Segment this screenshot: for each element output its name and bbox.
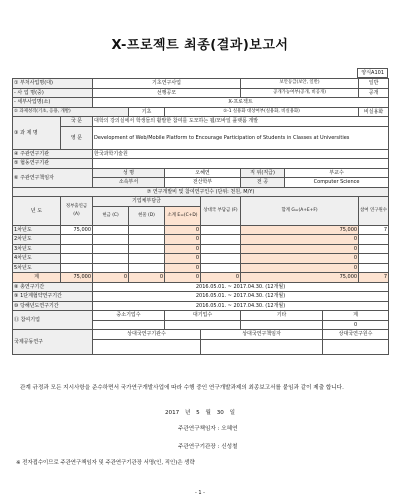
budget-gov [61, 254, 93, 264]
signature-pi: 주관연구책임자 : 오혜연 [178, 426, 238, 432]
participants-large-value [165, 320, 241, 330]
budget-gov: 75,000 [61, 273, 93, 283]
budget-cash [93, 254, 129, 264]
project-kor-value: 대학의 강의실에서 학생들의 활발한 참여를 도모하는 웹/모바일 플랫폼 개발 [93, 117, 389, 127]
budget-cash [93, 263, 129, 273]
row-agency [13, 149, 389, 159]
pi-dept-label: 소속부서 [93, 178, 165, 188]
row-coop-agency [13, 159, 389, 169]
budget-local-header: 상대국 부담금 (F) [201, 197, 241, 226]
participants-other-value [241, 320, 323, 330]
budget-subtotal: 0 [165, 254, 201, 264]
budget-cash-header: 현금 (C) [93, 206, 129, 225]
row-participants-header [13, 311, 389, 321]
project-eng-value: Development of Web/Mobile Platform to Encourage Participation of Students in Classes at Universities [93, 126, 389, 149]
pi-position-value: 부교수 [285, 168, 389, 178]
pi-major-label: 전 공 [241, 178, 285, 188]
pi-name-label: 성 명 [93, 168, 165, 178]
period-value: 2016.05.01. ~ 2017.04.30. (12개월) [93, 292, 389, 302]
agency-value: 한국과학기술원 [93, 149, 389, 159]
security-label: 보안등급(보안, 일반) [241, 79, 359, 89]
budget-year: 5차년도 [13, 263, 61, 273]
budget-kind [129, 225, 165, 235]
budget-row [13, 263, 389, 273]
coop-agency-label: ⑤ 협동연구기관 [13, 159, 93, 169]
budget-local [201, 244, 241, 254]
budget-kind [129, 263, 165, 273]
row-project-name-eng [13, 126, 389, 149]
budget-people: 7 [359, 273, 389, 283]
row-period [13, 282, 389, 292]
budget-kind [129, 244, 165, 254]
budget-local [201, 225, 241, 235]
budget-year: 2차년도 [13, 235, 61, 245]
row-detail-program [13, 98, 389, 108]
project-kor-label: 국 문 [61, 117, 93, 127]
budget-gov: 75,000 [61, 225, 93, 235]
budget-gov [61, 263, 93, 273]
budget-kind [129, 254, 165, 264]
period-label: ⑧ 총연구기간 [13, 282, 93, 292]
budget-gov [61, 235, 93, 245]
budget-year: 계 [13, 273, 61, 283]
budget-local: 0 [201, 273, 241, 283]
budget-people [359, 235, 389, 245]
budget-people-header: 참여 연구원수 [359, 197, 389, 226]
intl-pi-header: 상대국연구책임자 [201, 330, 323, 340]
pi-label: ⑥ 주관연구책임자 [13, 168, 93, 187]
row-budget-header-1 [13, 197, 389, 207]
period-label: ⑨ 1단계협약연구기간 [13, 292, 93, 302]
intl-researchers-header: 상대국연구원수 [323, 330, 389, 340]
security-value: 일반 [359, 79, 389, 89]
budget-subtotal: 0 [165, 263, 201, 273]
participants-label: ⑪ 참여기업 [13, 311, 93, 330]
budget-total: 0 [241, 235, 359, 245]
row-program [13, 79, 389, 89]
project-eng-label: 영 문 [61, 126, 93, 149]
budget-people [359, 244, 389, 254]
budget-row [13, 225, 389, 235]
budget-kind: 0 [129, 273, 165, 283]
intl-pi-value [201, 339, 323, 354]
coop-agency-value [93, 159, 389, 169]
sub-program-label: - 사 업 명(중) [13, 88, 93, 98]
budget-section-label: ⑦ 연구개발비 및 참여연구인수 (단위: 천원, M/Y) [13, 187, 389, 197]
row-project-name-kor [13, 117, 389, 127]
budget-kind [129, 235, 165, 245]
budget-total: 0 [241, 254, 359, 264]
document-title: X-프로젝트 최종(결과)보고서 [111, 38, 289, 53]
row-budget-section [13, 187, 389, 197]
budget-total-header: 합계 G=(A+E+F) [241, 197, 359, 226]
practical-label: ②-1 실용화 대상여부(실용화, 비실용화) [165, 107, 359, 117]
budget-year: 4차년도 [13, 254, 61, 264]
submission-statement: 관계 규정과 모든 지시사항을 준수하면서 국가연구개발사업에 따라 수행 중인 연구개발과제의 최종보고서를 붙임과 같이 제출 합니다. [20, 385, 344, 391]
budget-cash [93, 244, 129, 254]
budget-row-total [13, 273, 389, 283]
period-value: 2016.05.01. ~ 2017.04.30. (12개월) [93, 301, 389, 311]
pi-dept-value: 전산학부 [165, 178, 241, 188]
budget-local [201, 235, 241, 245]
project-name-label: ③ 과 제 명 [13, 117, 61, 150]
detail-program-label: - 세부사업명(소) [13, 98, 93, 108]
participants-large-header: 대기업수 [165, 311, 241, 321]
agency-label: ④ 주관연구기관 [13, 149, 93, 159]
participants-sum-value: 0 [323, 320, 389, 330]
program-value: 기초연구사업 [93, 79, 241, 89]
row-sub-program [13, 88, 389, 98]
budget-row [13, 244, 389, 254]
budget-people [359, 254, 389, 264]
row-period [13, 292, 389, 302]
signature-agency-head: 주관연구기관장 : 신성철 [178, 444, 238, 450]
participants-sme-value [93, 320, 165, 330]
pi-major-value: Computer Science [285, 178, 389, 188]
pi-name-value: 오혜연 [165, 168, 241, 178]
budget-subtotal: 0 [165, 244, 201, 254]
row-period [13, 301, 389, 311]
budget-subtotal: 0 [165, 273, 201, 283]
intl-label: 국제공동연구 [13, 330, 93, 355]
public-label: 공개가능여부(공개, 비공개) [241, 88, 359, 98]
participants-other-header: 기타 [241, 311, 323, 321]
project-type-label: ② 과제성격(기초, 응용, 개발) [13, 107, 129, 117]
intl-institutes-header: 상대국연구기관수 [93, 330, 201, 340]
budget-year: 3차년도 [13, 244, 61, 254]
program-label: ① 부처사업명(대) [13, 79, 93, 89]
pi-position-label: 직 위(직급) [241, 168, 285, 178]
budget-cash [93, 225, 129, 235]
signature-note: ※ 전자접수이므로 주관연구책임자 및 주관연구기관장 서명(인, 직인)은 생략 [16, 460, 195, 466]
report-form-table [12, 78, 389, 355]
budget-gov-header: 정부출연금 (A) [61, 197, 93, 226]
budget-corp-header: 기업체부담금 [93, 197, 201, 207]
intl-researchers-value [323, 339, 389, 354]
period-value: 2016.05.01. ~ 2017.04.30. (12개월) [93, 282, 389, 292]
row-project-type [13, 107, 389, 117]
period-label: ⑩ 당해년도연구기간 [13, 301, 93, 311]
budget-local [201, 254, 241, 264]
intl-institutes-value [93, 339, 201, 354]
row-intl-header [13, 330, 389, 340]
detail-program-value: X-프로젝트 [93, 98, 389, 108]
budget-total: 0 [241, 244, 359, 254]
sub-program-value: 선행공모 [93, 88, 241, 98]
budget-local [201, 263, 241, 273]
budget-row [13, 254, 389, 264]
budget-total: 75,000 [241, 273, 359, 283]
budget-people: 7 [359, 225, 389, 235]
budget-row [13, 235, 389, 245]
budget-subtotal-header: 소계 E=(C+D) [165, 206, 201, 225]
participants-sum-header: 계 [323, 311, 389, 321]
budget-total: 75,000 [241, 225, 359, 235]
form-number: 양식A101 [357, 68, 388, 78]
budget-kind-header: 현물 (D) [129, 206, 165, 225]
submission-date: 2017 년 5 월 30 일 [164, 410, 235, 416]
row-pi-name [13, 168, 389, 178]
budget-cash: 0 [93, 273, 129, 283]
page-number: - 1 - [195, 490, 205, 496]
project-type-value: 기초 [129, 107, 165, 117]
budget-year-header: 년 도 [13, 197, 61, 226]
budget-people [359, 263, 389, 273]
public-value: 공개 [359, 88, 389, 98]
participants-sme-header: 중소기업수 [93, 311, 165, 321]
practical-value: 비실용화 [359, 107, 389, 117]
budget-gov [61, 244, 93, 254]
budget-subtotal: 0 [165, 235, 201, 245]
budget-year: 1차년도 [13, 225, 61, 235]
budget-subtotal: 0 [165, 225, 201, 235]
budget-cash [93, 235, 129, 245]
budget-total: 0 [241, 263, 359, 273]
